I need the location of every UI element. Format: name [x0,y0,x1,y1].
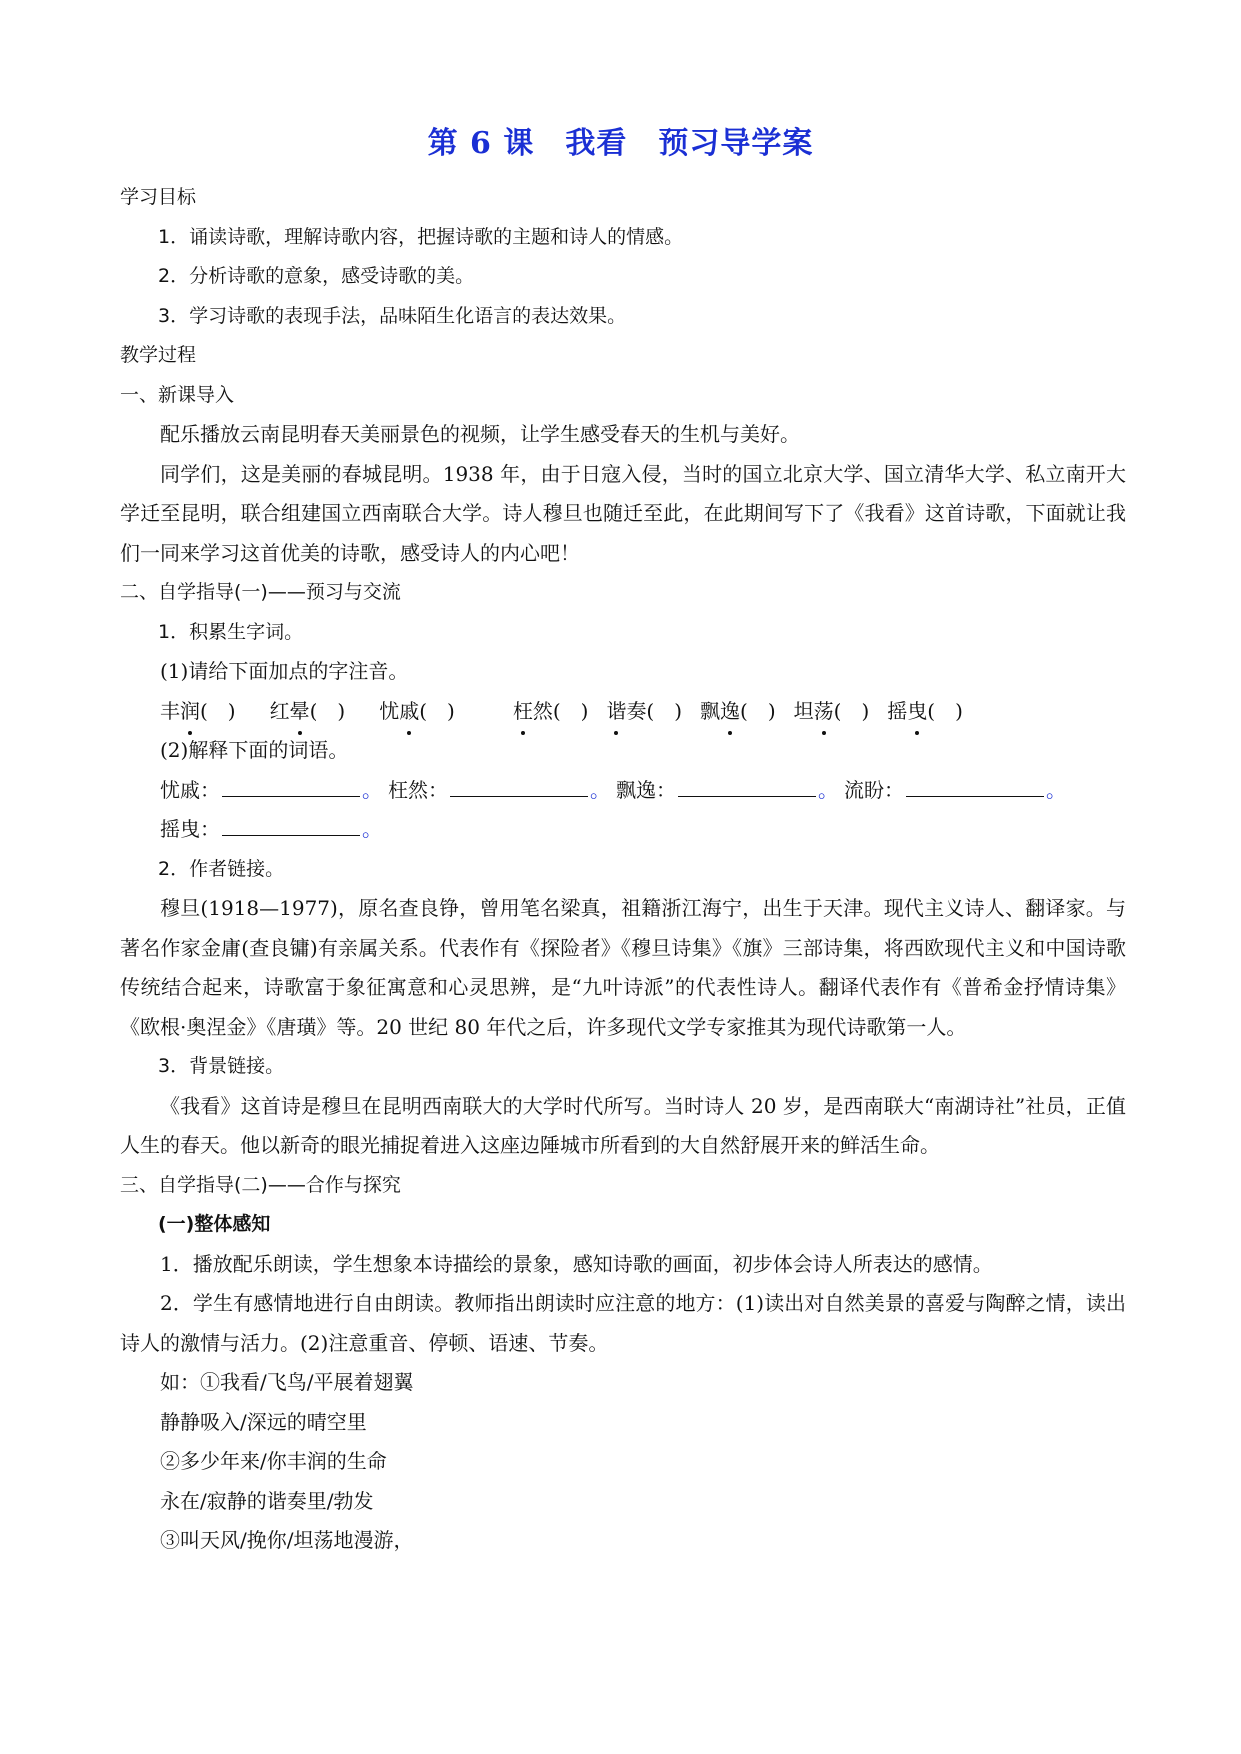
pinyin-item [379,692,455,732]
document-body [120,178,1126,1561]
pinyin-instruction: (1)请给下面加点的字注音。 [160,659,409,683]
definition-instruction: (2)解释下面的词语。 [160,738,349,762]
pinyin-answer-slot[interactable]: 奏( ) [626,698,683,723]
pinyin-item [513,692,589,732]
pinyin-target-char: 润 [180,692,200,732]
section-2-heading: 二、自学指导(一)——预习与交流 [120,581,401,603]
pinyin-item-prefix: 忧 [379,698,400,723]
pinyin-target-char: 枉 [513,692,533,732]
pinyin-item [887,692,963,732]
poem-line: ②多少年来/你丰润的生命 [160,1449,387,1473]
section-1-heading: 一、新课导入 [120,383,235,406]
definition-term: 流盼： [844,777,904,802]
goal-item: 2．分析诗歌的意象，感受诗歌的美。 [158,265,475,287]
pinyin-target-char: 戚 [399,692,419,732]
definition-item [160,817,382,841]
pinyin-item [160,692,236,732]
pinyin-answer-slot[interactable]: 然( ) [532,698,589,723]
process-heading: 教学过程 [120,344,197,366]
background-text: 《我看》这首诗是穆旦在昆明西南联大的大学时代所写。当时诗人 20 岁，是西南联大“南湖诗社”社员，正值人生的春天。他以新奇的眼光捕捉着进入这座边陲城市所看到的大自然舒展开来的鲜活生命。 [120,1093,1126,1157]
definition-term: 摇曳： [160,817,220,841]
answer-blank[interactable] [906,776,1044,797]
answer-blank[interactable] [222,815,360,836]
author-text: 穆旦(1918—1977)，原名查良铮，曾用笔名梁真，祖籍浙江海宁，出生于天津。现代主义诗人、翻译家。与著名作家金庸(查良镛)有亲属关系。代表作有《探险者》《穆旦诗集》《旗》三部诗集，将西欧现代主义和中国诗歌传统结合起来，诗歌富于象征寓意和心灵思辨，是“九叶诗派”的代表性诗人。翻译代表作有《普希金抒情诗集》《欧根·奥涅金》《唐璜》等。20 世纪 80 年代之后，许多现代文学专家推其为现代诗歌第一人。 [120,896,1126,1039]
poem-line: 如：①我看/飞鸟/平展着翅翼 [160,1370,414,1394]
section-1-para-1: 配乐播放云南昆明春天美丽景色的视频，让学生感受春天的生机与美好。 [160,422,800,446]
full-stop: 。 [818,777,838,802]
pinyin-target-char: 曳 [907,692,927,732]
poem-line: 永在/寂静的谐奏里/勃发 [160,1488,374,1513]
page-title: 第 6 课 我看 预习导学案 [427,126,814,161]
author-title: 2．作者链接。 [158,857,285,880]
pinyin-target-char: 晕 [290,692,310,732]
definition-item [160,778,382,802]
section-3-item-2: 2．学生有感情地进行自由朗读。教师指出朗读时应注意的地方：(1)读出对自然美景的喜爱与陶醉之情，读出诗人的激情与活力。(2)注意重音、停顿、语速、节奏。 [120,1291,1126,1355]
pinyin-item-prefix: 红 [269,698,290,723]
pinyin-answer-slot[interactable]: ( ) [927,698,963,723]
pinyin-item-prefix: 坦 [793,698,814,723]
full-stop: 。 [590,777,610,802]
pinyin-answer-slot[interactable]: ( ) [419,698,455,723]
pinyin-item [794,692,870,732]
full-stop: 。 [1046,777,1066,802]
goal-item: 1．诵读诗歌，理解诗歌内容，把握诗歌的主题和诗人的情感。 [158,225,684,248]
section-3-item-1: 1．播放配乐朗读，学生想象本诗描绘的景象，感知诗歌的画面，初步体会诗人所表达的感情。 [160,1251,993,1276]
pinyin-answer-slot[interactable]: ( ) [309,698,346,723]
poem-line: 静静吸入/深远的晴空里 [160,1409,367,1434]
goals-heading: 学习目标 [120,186,197,208]
section-3-heading: 三、自学指导(二)——合作与探究 [120,1173,401,1196]
pinyin-item-prefix: 丰 [160,698,180,723]
background-title: 3．背景链接。 [158,1055,285,1077]
vocab-title-text: 1．积累生字词。 [158,620,304,643]
pinyin-target-char: 荡 [814,692,834,732]
goal-item: 3．学习诗歌的表现手法，品味陌生化语言的表达效果。 [158,304,627,327]
full-stop: 。 [362,817,382,841]
definition-item [616,778,838,802]
section-1-para-2: 同学们，这是美丽的春城昆明。1938 年，由于日寇入侵，当时的国立北京大学、国立清华大学、私立南开大学迁至昆明，联合组建国立西南联合大学。诗人穆旦也随迁至此，在此期间写下了《我看》这首诗歌，下面就让我们一同来学习这首优美的诗歌，感受诗人的内心吧！ [120,461,1126,565]
definition-term: 飘逸： [616,777,676,802]
pinyin-target-char: 逸 [720,692,740,732]
full-stop: 。 [362,777,382,802]
definition-term: 忧戚： [160,777,220,802]
section-3-subheading: (一)整体感知 [158,1213,271,1235]
pinyin-answer-slot[interactable]: ( ) [833,698,870,723]
poem-line: ③叫天风/挽你/坦荡地漫游， [160,1528,414,1552]
pinyin-item [606,692,682,732]
pinyin-answer-slot[interactable]: ( ) [740,698,776,723]
definition-term: 枉然： [388,777,448,802]
answer-blank[interactable] [678,776,816,797]
pinyin-item-prefix: 飘 [700,698,721,723]
vocab-title [120,613,1126,653]
pinyin-row [120,692,1126,732]
definition-row [120,771,1126,811]
answer-blank[interactable] [222,776,360,797]
pinyin-item-prefix: 摇 [887,698,908,723]
answer-blank[interactable] [450,776,588,797]
pinyin-item [700,692,776,732]
pinyin-item [270,692,346,732]
pinyin-target-char: 谐 [606,692,626,732]
definition-item [844,778,1066,802]
definition-item [388,778,610,802]
pinyin-answer-slot[interactable]: ( ) [200,698,236,723]
definition-row [120,810,1126,850]
